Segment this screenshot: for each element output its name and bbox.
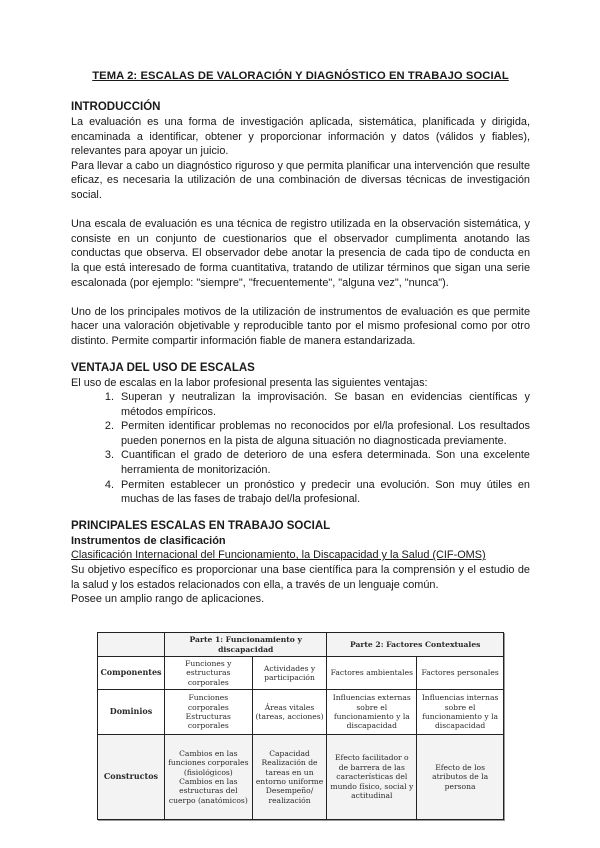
row-label-dominios: Dominios [98, 690, 165, 735]
table-header-part2: Parte 2: Factores Contextuales [327, 633, 504, 657]
table-row [98, 735, 504, 820]
table-cell: Factores ambientales [327, 657, 417, 690]
table-cell: Áreas vitales (tareas, acciones) [252, 690, 327, 735]
cif-paragraph-1: Su objetivo específico es proporcionar una base científica para la comprensión y el estudio de la salud y los estados relacionados con ella, a través de un lenguaje común. [71, 563, 530, 591]
cif-paragraph-2: Posee un amplio rango de aplicaciones. [71, 593, 265, 606]
table-header-row [98, 633, 504, 657]
document-page [71, 70, 530, 607]
table-cell: Influencias externas sobre el funcionamiento y la discapacidad [327, 690, 417, 735]
section-heading-principales: PRINCIPALES ESCALAS EN TRABAJO SOCIAL [71, 519, 331, 532]
row-label-constructos: Constructos [98, 735, 165, 820]
intro-paragraph-1: La evaluación es una forma de investigación aplicada, sistemática, planificada y dirigida, encaminada a identificar, obtener y proporcionar información y datos (válidos y fiables), relevantes para apoyar un juicio. [71, 116, 530, 158]
row-label-componentes: Componentes [98, 657, 165, 690]
list-item: 2. Permiten identificar problemas no reconocidos por el/la profesional. Los resultados pueden ponernos en la pista de alguna situación no diagnosticada previamente. [117, 419, 530, 448]
table-header-part1: Parte 1: Funcionamiento y discapacidad [164, 633, 326, 657]
list-item: 1. Superan y neutralizan la improvisación. Se basan en evidencias científicas y métodos empíricos. [117, 390, 530, 419]
table-cell: Funciones y estructuras corporales [164, 657, 252, 690]
document-title: TEMA 2: ESCALAS DE VALORACIÓN Y DIAGNÓSTICO EN TRABAJO SOCIAL [92, 70, 509, 82]
ventajas-intro: El uso de escalas en la labor profesional presenta las siguientes ventajas: [71, 376, 428, 389]
table-row [98, 657, 504, 690]
cif-table-image [97, 632, 504, 813]
table-cell: Capacidad Realización de tareas en un entorno uniforme Desempeño/ realización [252, 735, 327, 820]
ventajas-list [71, 390, 530, 507]
table-cell: Funciones corporales Estructuras corporales [164, 690, 252, 735]
table-cell: Factores personales [417, 657, 504, 690]
intro-paragraph-3: Una escala de evaluación es una técnica de registro utilizada en la observación sistemática, y consiste en un conjunto de cuestionarios que el observador cumplimenta anotando las conductas que observa. El observador debe anotar la presencia de cada tipo de conducta en la que está interesado de forma cuantitativa, tratando de utilizar términos que sigan una serie escalonada (por ejemplo: "siempre", "frecuentemente", "alguna vez", "nunca"). [71, 218, 530, 289]
table-row [98, 690, 504, 735]
section-heading-introduccion: INTRODUCCIÓN [71, 101, 161, 113]
table-cell: Actividades y participación [252, 657, 327, 690]
section-heading-ventajas: VENTAJA DEL USO DE ESCALAS [71, 361, 255, 374]
list-item: 3. Cuantifican el grado de deterioro de una esfera determinada. Son una excelente herramienta de monitorización. [117, 448, 530, 477]
intro-paragraph-4: Uno de los principales motivos de la utilización de instrumentos de evaluación es que permite hacer una valoración objetivable y reproducible tanto por el mismo profesional como por otro distinto. Permite compartir información fiable de manera estandarizada. [71, 305, 530, 347]
table-cell: Cambios en las funciones corporales (fisiológicos) Cambios en las estructuras del cuerpo (anatómicos) [164, 735, 252, 820]
table-cell: Efecto facilitador o de barrera de las características del mundo físico, social y actitudinal [327, 735, 417, 820]
table-cell: Influencias internas sobre el funcionamiento y la discapacidad [417, 690, 504, 735]
intro-paragraph-2: Para llevar a cabo un diagnóstico riguroso y que permita planificar una intervención que resulte eficaz, es necesaria la utilización de una combinación de diversas técnicas de investigación social. [71, 159, 530, 201]
table-header-empty [98, 633, 165, 657]
list-item: 4. Permiten establecer un pronóstico y predecir una evolución. Son muy útiles en muchas de las fases de trabajo del/la profesional. [117, 478, 530, 507]
cif-title: Clasificación Internacional del Funcionamiento, la Discapacidad y la Salud (CIF-OMS) [71, 549, 486, 562]
cif-table [97, 632, 504, 820]
subheading-instrumentos: Instrumentos de clasificación [71, 534, 226, 547]
table-cell: Efecto de los atributos de la persona [417, 735, 504, 820]
